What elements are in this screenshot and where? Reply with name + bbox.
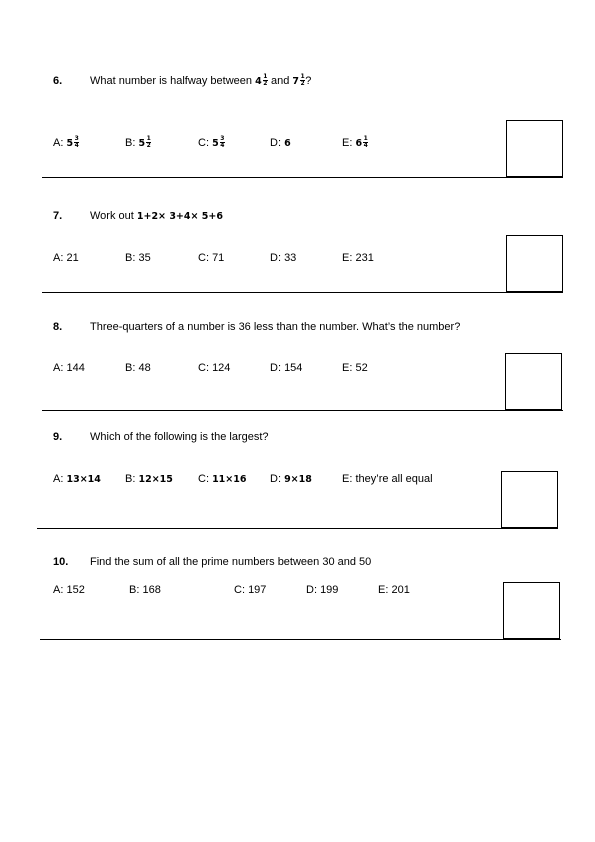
question-number: 8. xyxy=(53,321,63,333)
option-label: A: xyxy=(53,584,64,596)
whole-part: 5 xyxy=(66,138,74,149)
option-b xyxy=(129,584,161,596)
option-e xyxy=(342,362,368,374)
mixed-number xyxy=(138,135,151,149)
question-number: 9. xyxy=(53,431,63,443)
option-label: C: xyxy=(198,362,209,374)
option-value: 154 xyxy=(284,362,303,374)
option-label: C: xyxy=(234,584,245,596)
whole-part: 7 xyxy=(292,76,300,87)
question-divider xyxy=(42,177,563,178)
option-e xyxy=(342,252,374,264)
option-d xyxy=(270,137,291,149)
option-a xyxy=(53,137,79,150)
fraction xyxy=(300,74,305,87)
option-value: 52 xyxy=(355,362,368,374)
option-b xyxy=(125,137,151,150)
option-b xyxy=(125,252,151,264)
option-label: D: xyxy=(270,473,281,485)
question-number: 10. xyxy=(53,556,69,568)
question-divider xyxy=(42,292,563,293)
option-a xyxy=(53,252,79,264)
question-text-part: ? xyxy=(305,75,312,87)
option-e xyxy=(342,473,433,485)
option-label: A: xyxy=(53,362,64,374)
question-text: Find the sum of all the prime numbers between 30 and 50 xyxy=(90,556,372,568)
option-label: A: xyxy=(53,473,64,485)
question-number: 7. xyxy=(53,210,63,222)
option-value: they’re all equal xyxy=(355,473,433,485)
answer-box[interactable] xyxy=(501,471,558,528)
option-c xyxy=(198,473,246,485)
option-label: B: xyxy=(129,584,140,596)
whole-part: 5 xyxy=(138,138,146,149)
option-label: D: xyxy=(270,137,281,149)
option-b xyxy=(125,362,151,374)
option-value: 21 xyxy=(66,252,79,264)
option-label: B: xyxy=(125,252,136,264)
denominator: 2 xyxy=(300,80,305,87)
option-a xyxy=(53,584,85,596)
option-a xyxy=(53,362,85,374)
option-value: 168 xyxy=(142,584,161,596)
question-text-part: What number is halfway between xyxy=(90,75,253,87)
option-label: A: xyxy=(53,252,64,264)
fraction xyxy=(363,136,368,149)
question-text: Three-quarters of a number is 36 less than the number. What’s the number? xyxy=(90,321,461,333)
option-value: 48 xyxy=(138,362,151,374)
option-c xyxy=(234,584,266,596)
fraction xyxy=(263,74,268,87)
question-text-part: and xyxy=(270,75,290,87)
fraction xyxy=(220,136,225,149)
option-label: E: xyxy=(342,137,353,149)
option-value: 6 xyxy=(284,138,291,149)
numerator: 1 xyxy=(263,73,268,80)
question-text xyxy=(90,75,311,88)
mixed-number xyxy=(355,135,368,149)
option-label: B: xyxy=(125,362,136,374)
option-label: D: xyxy=(306,584,317,596)
option-label: E: xyxy=(342,473,353,485)
answer-box[interactable] xyxy=(505,353,562,410)
fraction xyxy=(146,136,151,149)
denominator: 4 xyxy=(363,142,368,149)
option-d xyxy=(270,362,302,374)
numerator: 3 xyxy=(74,135,79,142)
option-value: 11×16 xyxy=(212,474,247,485)
answer-box[interactable] xyxy=(506,235,563,292)
option-label: D: xyxy=(270,362,281,374)
question-text: Which of the following is the largest? xyxy=(90,431,269,443)
option-b xyxy=(125,473,173,485)
option-value: 144 xyxy=(66,362,85,374)
option-e xyxy=(378,584,410,596)
numerator: 3 xyxy=(220,135,225,142)
option-e xyxy=(342,137,368,150)
numerator: 1 xyxy=(146,135,151,142)
option-c xyxy=(198,137,225,150)
question-divider xyxy=(40,639,561,640)
option-label: C: xyxy=(198,252,209,264)
option-label: D: xyxy=(270,252,281,264)
option-value: 124 xyxy=(212,362,231,374)
question-number: 6. xyxy=(53,75,63,87)
option-label: C: xyxy=(198,137,209,149)
option-d xyxy=(270,473,312,485)
whole-part: 6 xyxy=(355,138,363,149)
option-value: 71 xyxy=(212,252,225,264)
answer-box[interactable] xyxy=(506,120,563,177)
denominator: 2 xyxy=(263,80,268,87)
option-value: 9×18 xyxy=(284,474,312,485)
option-value: 12×15 xyxy=(138,474,173,485)
option-label: E: xyxy=(378,584,389,596)
option-value: 231 xyxy=(355,252,374,264)
question-divider xyxy=(42,410,563,411)
mixed-number xyxy=(212,135,225,149)
mixed-number xyxy=(292,73,305,87)
fraction xyxy=(74,136,79,149)
denominator: 4 xyxy=(220,142,225,149)
whole-part: 5 xyxy=(212,138,219,149)
option-c xyxy=(198,252,224,264)
mixed-number xyxy=(255,73,268,87)
option-value: 199 xyxy=(320,584,339,596)
option-value: 152 xyxy=(66,584,85,596)
numerator: 1 xyxy=(300,73,305,80)
numerator: 1 xyxy=(363,135,368,142)
option-label: B: xyxy=(125,473,136,485)
option-label: E: xyxy=(342,362,353,374)
option-label: A: xyxy=(53,137,64,149)
option-value: 33 xyxy=(284,252,297,264)
math-expression: 1+2× 3+4× 5+6 xyxy=(136,211,223,222)
question-text xyxy=(90,210,223,222)
whole-part: 4 xyxy=(255,76,262,87)
option-d xyxy=(270,252,296,264)
question-divider xyxy=(37,528,558,529)
mixed-number xyxy=(66,135,79,149)
option-label: E: xyxy=(342,252,353,264)
option-a xyxy=(53,473,101,485)
option-value: 201 xyxy=(391,584,410,596)
option-value: 35 xyxy=(138,252,151,264)
answer-box[interactable] xyxy=(503,582,560,639)
question-text-part: Work out xyxy=(90,210,134,222)
option-value: 197 xyxy=(248,584,267,596)
option-d xyxy=(306,584,338,596)
option-label: C: xyxy=(198,473,209,485)
denominator: 2 xyxy=(146,142,151,149)
denominator: 4 xyxy=(74,142,79,149)
option-label: B: xyxy=(125,137,136,149)
option-value: 13×14 xyxy=(66,474,101,485)
option-c xyxy=(198,362,230,374)
